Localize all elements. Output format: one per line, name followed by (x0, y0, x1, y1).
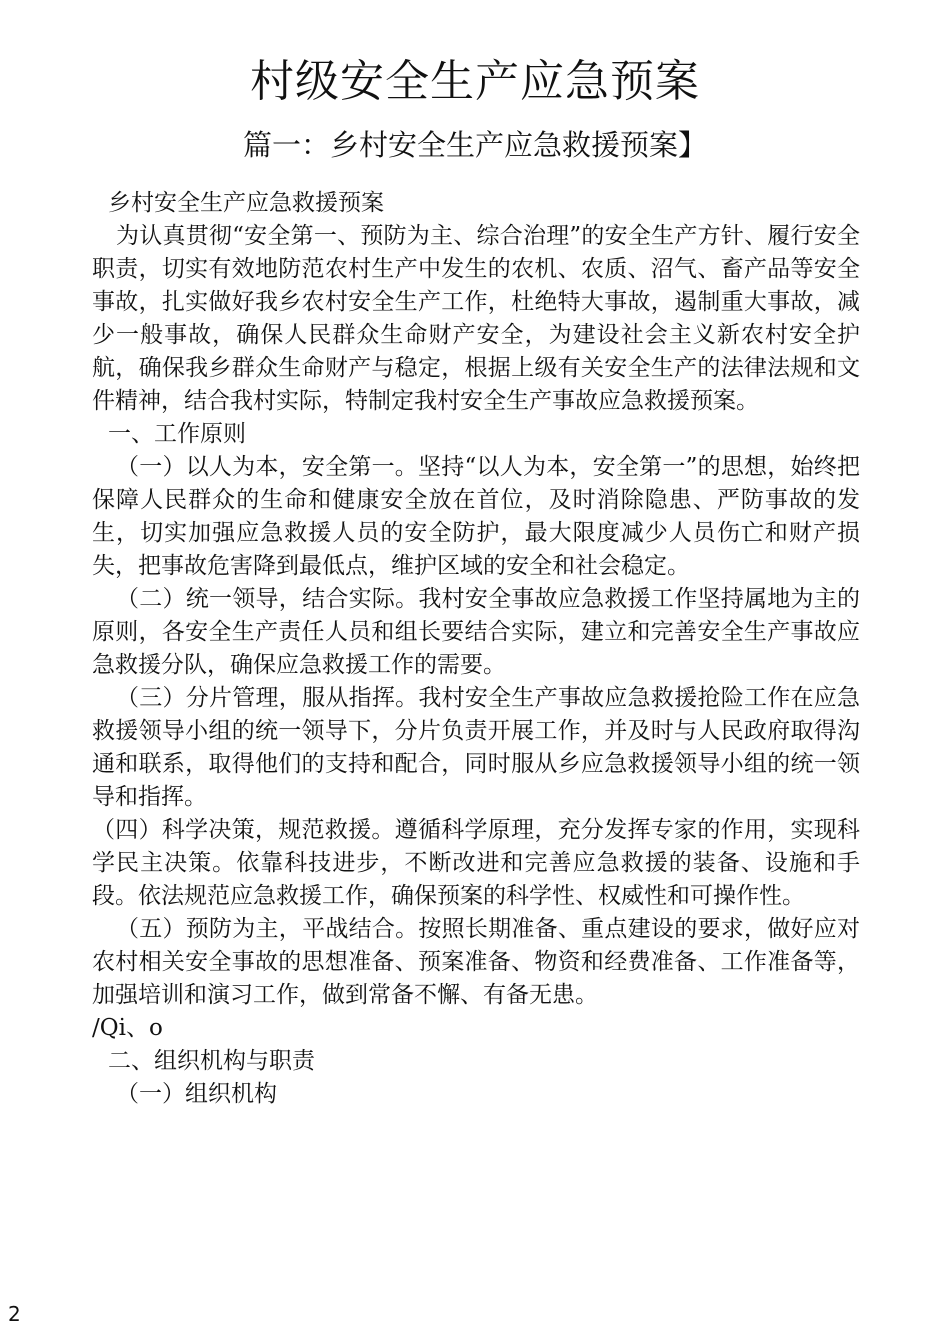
paragraph: 为认真贯彻“安全第一、预防为主、综合治理”的安全生产方针、履行安全职责，切实有效地防范农村生产中发生的农机、农质、沼气、畜产品等安全事故，扎实做好我乡农村安全生产工作，杜绝特大事故，遏制重大事故，减少一般事故，确保人民群众生命财产安全，为建设社会主义新农村安全护航，确保我乡群众生命财产与稳定，根据上级有关安全生产的法律法规和文件精神，结合我村实际，特制定我村安全生产事故应急救援预案。 (92, 223, 860, 414)
paragraph: （二）统一领导，结合实际。我村安全事故应急救援工作坚持属地为主的原则，各安全生产责任人员和组长要结合实际，建立和完善安全生产事故应急救援分队，确保应急救援工作的需要。 (92, 586, 860, 678)
document-subtitle: 篇一：乡村安全生产应急救援预案】 (242, 128, 707, 162)
paragraph: （三）分片管理，服从指挥。我村安全生产事故应急救援抢险工作在应急救援领导小组的统一领导下，分片负责开展工作，并及时与人民政府取得沟通和联系，取得他们的支持和配合，同时服从乡应急救援领导小组的统一领导和指挥。 (92, 685, 860, 810)
document-title: 村级安全生产应急预案 (250, 56, 700, 107)
subsection-heading: （一）组织机构 (116, 1081, 277, 1107)
section-heading: 乡村安全生产应急救援预案 (108, 190, 384, 216)
paragraph: （四）科学决策，规范救援。遵循科学原理，充分发挥专家的作用，实现科学民主决策。依靠科技进步，不断改进和完善应急救援的装备、设施和手段。依法规范应急救援工作，确保预案的科学性、权威性和可操作性。 (92, 817, 860, 909)
section-heading: 一、工作原则 (108, 421, 246, 447)
document-body (92, 187, 860, 1111)
paragraph: （一）以人为本，安全第一。坚持“以人为本，安全第一”的思想，始终把保障人民群众的生命和健康安全放在首位，及时消除隐患、严防事故的发生，切实加强应急救援人员的安全防护，最大限度减少人员伤亡和财产损失，把事故危害降到最低点，维护区域的安全和社会稳定。 (92, 454, 860, 579)
page-number: 2 (8, 1302, 21, 1326)
paragraph: （五）预防为主，平战结合。按照长期准备、重点建设的要求，做好应对农村相关安全事故的思想准备、预案准备、物资和经费准备、工作准备等，加强培训和演习工作，做到常备不懈、有备无患。 (92, 916, 860, 1008)
stray-text: /Qi、o (92, 1015, 163, 1041)
section-heading: 二、组织机构与职责 (108, 1048, 315, 1074)
